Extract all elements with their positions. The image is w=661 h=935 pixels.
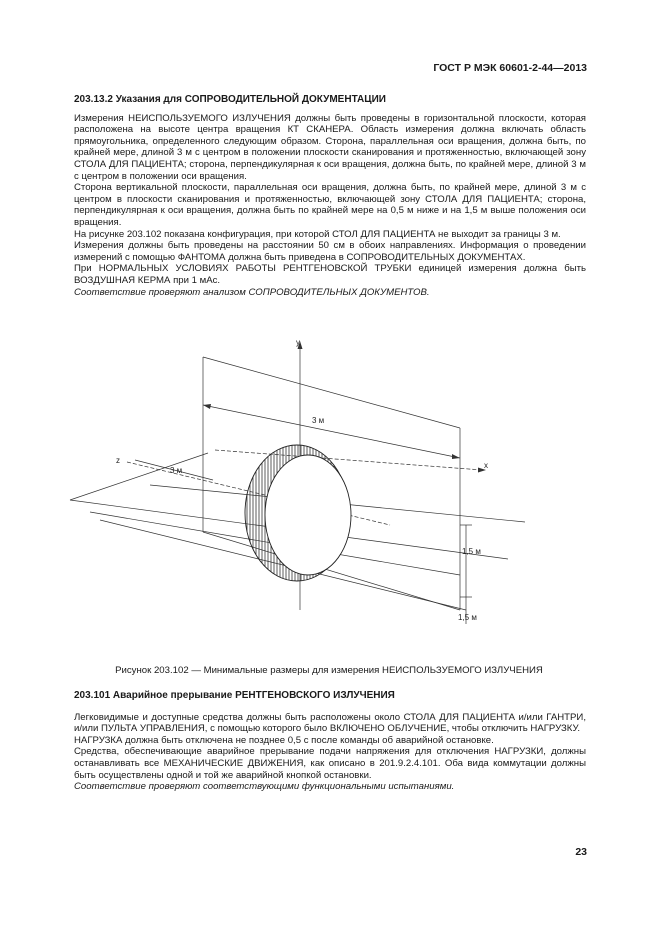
paragraph: Измерения НЕИСПОЛЬЗУЕМОГО ИЗЛУЧЕНИЯ должны быть проведены в горизонтальной плоскости, которая расположена на высоте центра вращения КТ СКАНЕРА. Область измерения должна включать область прямоугольника, определенного следующим образом. Сторона, параллельная оси вращения, должна быть, по крайней мере, длиной 3 м с центром в положении плоскости сканирования и протяженностью, включающей зону СТОЛА ДЛЯ ПАЦИЕНТА; сторона, перпендикулярная к оси вращения, должна быть, по крайней мере, длиной 3 м с центром в положении оси вращения. (74, 112, 586, 182)
plane-edge (203, 357, 460, 428)
section-emergency-stop (74, 690, 586, 793)
axis-label-x: x (484, 461, 488, 470)
paragraph: Измерения должны быть проведены на расстоянии 50 см в обоих направлениях. Информация о проведении измерений с помощью ФАНТОМА должна быть приведена в СОПРОВОДИТЕЛЬНЫХ ДОКУМЕНТАХ. (74, 240, 586, 263)
section-accompanying-documents (74, 94, 586, 298)
paragraph: НАГРУЗКА должна быть отключена не позднее 0,5 с после команды об аварийной остановке. (74, 734, 494, 746)
page-number: 23 (575, 846, 587, 858)
dimension-label-left: 3 м (170, 466, 183, 475)
standard-code: ГОСТ Р МЭК 60601-2-44—2013 (433, 62, 587, 74)
arrowhead (203, 404, 211, 409)
compliance-note: Соответствие проверяют соответствующими функциональными испытаниями. (74, 781, 455, 793)
arrowhead (452, 454, 460, 459)
gantry-ring (245, 445, 351, 581)
dimension-label-up: 1,5 м (462, 547, 481, 556)
paragraph: Средства, обеспечивающие аварийное прерывание подачи напряжения для отключения НАГРУЗКИ, должны останавливать все МЕХАНИЧЕСКИЕ ДВИЖЕНИЯ, как описано в 201.9.2.4.101. Оба вида коммутации должны быть осуществлены одной и той же аварийной кнопкой остановки. (74, 746, 586, 781)
axis-label-y: y (296, 338, 300, 347)
section-heading: 203.101 Аварийное прерывание РЕНТГЕНОВСКОГО ИЗЛУЧЕНИЯ (74, 690, 395, 701)
dimension-label-down: 1,5 м (458, 613, 477, 622)
paragraph: При НОРМАЛЬНЫХ УСЛОВИЯХ РАБОТЫ РЕНТГЕНОВСКОЙ ТРУБКИ единицей измерения должна быть ВОЗДУШНАЯ КЕРМА при 1 мАс. (74, 263, 586, 286)
figure-measurement-diagram (64, 336, 594, 636)
paragraph: Сторона вертикальной плоскости, параллельная оси вращения, должна быть, по крайней мере, длиной 3 м с центром в плоскости сканирования и протяженностью, включающей зону СТОЛА ДЛЯ ПАЦИЕНТА; сторона, перпендикулярная к оси вращения, должна быть по крайней мере на 0,5 м ниже и на 1,5 м выше положения оси вращения. (74, 182, 586, 228)
paragraph: Легковидимые и доступные средства должны быть расположены около СТОЛА ДЛЯ ПАЦИЕНТА и/или ГАНТРИ, и/или ПУЛЬТА УПРАВЛЕНИЯ, с помощью которого было ВКЛЮЧЕНО ОБЛУЧЕНИЕ, чтобы отключить НАГРУЗКУ. (74, 711, 586, 735)
paragraph: На рисунке 203.102 показана конфигурация, при которой СТОЛ ДЛЯ ПАЦИЕНТА не выходит за границы 3 м. (74, 228, 561, 240)
compliance-note: Соответствие проверяют анализом СОПРОВОДИТЕЛЬНЫХ ДОКУМЕНТОВ. (74, 286, 430, 298)
x-axis (215, 450, 482, 470)
section-heading: 203.13.2 Указания для СОПРОВОДИТЕЛЬНОЙ ДОКУМЕНТАЦИИ (74, 94, 386, 105)
axis-label-z: z (116, 456, 120, 465)
dimension-label-top: 3 м (312, 416, 325, 425)
figure-caption: Рисунок 203.102 — Минимальные размеры для измерения НЕИСПОЛЬЗУЕМОГО ИЗЛУЧЕНИЯ (115, 665, 543, 676)
dimension-line (203, 405, 460, 458)
